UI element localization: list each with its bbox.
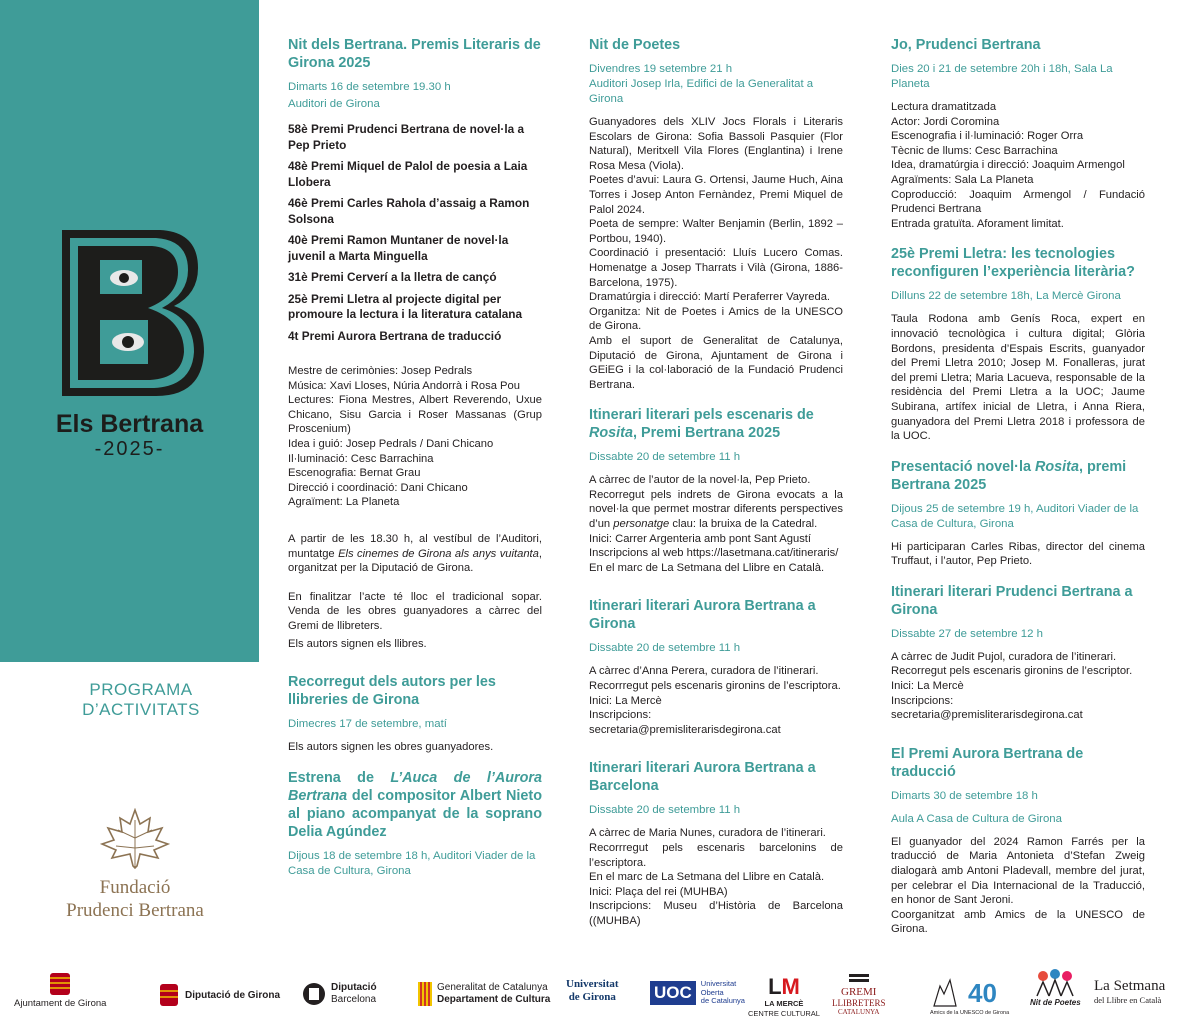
sponsor-logos [0,968,1200,1028]
event-text: Inici: La Mercè [589,694,662,707]
section-title: Nit de Poetes [589,37,681,53]
event-date: Dijous 25 de setembre 19 h, Auditori Viader de la Casa de Cultura, Girona [891,502,1139,530]
section-title: Itinerari literari Aurora Bertrana a Barcelona [589,760,816,795]
books-icon [847,972,871,986]
ajuntament-text-a: Ajuntament [14,998,63,1009]
event-text: Poeta de sempre: Walter Benjamin (Berlin, 1892 – Portbou, 1940). [589,218,843,245]
uoc-text-3: de Catalunya [700,996,745,1005]
generalitat-text-1: Generalitat de Catalunya [437,982,548,993]
column-1 [288,36,542,887]
setmana-text-1: La Setmana [1094,978,1166,994]
award-item: 48è Premi Miquel de Palol de poesia a Laia Llobera [288,159,528,189]
gremi-llibreters-logo [832,972,886,1016]
generalitat-text-2: Departament de Cultura [437,994,551,1005]
section-title: Nit dels Bertrana. Premis Literaris de Girona 2025 [288,37,541,71]
award-item: 25è Premi Lletra al projecte digital per promoure la lectura i la literatura catalana [288,291,523,321]
award-item: 58è Premi Prudenci Bertrana de novel·la a Pep Prieto [288,122,525,152]
event-date: Divendres 19 setembre 21 h [589,63,733,75]
email-link[interactable]: secretaria@premisliterarisdegirona.cat [589,723,781,736]
credit-line: Il·luminació: Cesc Barrachina [288,452,434,465]
section-title: Estrena de L’Auca de l’Aurora Bertrana del compositor Albert Nieto al piano acompanyat de la soprano Delia Agúndez [288,769,542,840]
credit-line: Idea i guió: Josep Pedrals / Dani Chicano [288,437,494,450]
event-text: Dramatúrgia i direcció: Martí Peraferrer Vayreda. [589,291,831,304]
udg-text-2: de Girona [568,991,616,1003]
section-title: Itinerari literari pels escenaris de Rosita, Premi Bertrana 2025 [589,407,814,442]
event-date: Dissabte 20 de setembre 11 h [589,451,741,464]
section-title: Itinerari literari Prudenci Bertrana a Girona [891,583,1133,618]
event-text: Recorrregut pels escenaris barcelonins de l’escriptora. [589,842,843,869]
crest-icon [47,970,73,996]
event-text: En el marc de La Setmana del Llibre en Català. [589,871,825,884]
udg-text-1: Universitat [566,978,619,990]
event-place: Aula A Casa de Cultura de Girona [891,812,1062,825]
event-date: Dimarts 30 de setembre 18 h [891,789,1038,802]
poets-figures-icon [1033,968,1077,998]
foundation-name-1: Fundació [99,877,171,898]
lamerce-text-1: LA MERCÈ [764,999,804,1008]
event-text: Actor: Jordi Coromina [891,115,1000,128]
event-text: Lectura dramatitzada [891,101,997,113]
nit-poetes-text: Nit de Poetes [1030,998,1081,1007]
section-title: El Premi Aurora Bertrana de traducció [891,745,1084,780]
svg-text:40: 40 [968,978,997,1008]
foundation-name-2: Prudenci Bertrana [66,900,204,921]
lamerce-logo [748,976,820,1018]
programa-heading [0,680,282,720]
event-text: Els autors signen les obres guanyadores. [288,741,494,754]
award-item: 4t Premi Aurora Bertrana de traducció [288,328,502,343]
lamerce-text-2: CENTRE CULTURAL [748,1009,820,1018]
email-link[interactable]: secretaria@premisliterarisdegirona.cat [891,709,1083,722]
lm-mark: LM [768,974,800,999]
event-date: Dimarts 16 de setembre 19.30 h [288,81,451,93]
amics-unesco-logo [930,972,1010,1016]
event-text: Escenografia i il·luminació: Roger Orra [891,130,1084,143]
uoc-text-2: Oberta [700,987,724,997]
column-2 [589,36,843,929]
diputacio-girona-logo [158,982,280,1008]
gremi-text-1: GREMI [841,986,877,998]
award-item: 40è Premi Ramon Muntaner de novel·la juvenil a Marta Minguella [288,233,509,263]
diputacio-girona-text: Diputació de Girona [185,989,281,1001]
bertrana-b-logo [48,220,208,402]
event-date: Dissabte 27 de setembre 12 h [891,627,1043,640]
event-text: Coordinació i presentació: Lluís Lucero Comas. Homenatge a Josep Tharrats i Vilà (Girona, 1886-Barcelona, 1975). [589,247,843,289]
event-text: Hi participaran Carles Ribas, director del cinema Truffaut, i l’autor, Pep Prieto. [891,540,1145,568]
credit-line: Direcció i coordinació: Dani Chicano [288,481,468,494]
setmana-llibre-logo [1094,978,1165,1005]
event-text: A càrrec de l’autor de la novel·la, Pep Prieto. [589,474,811,487]
event-place: Auditori de Girona [288,98,380,110]
programa-line2: D’ACTIVITATS [82,700,200,719]
event-text: Inici: Plaça del rei (MUHBA) [589,885,728,898]
generalitat-logo [418,982,550,1006]
ajuntament-girona-logo [14,970,106,1009]
event-text: Recorrregut pels escenaris gironins de l’escriptora. [589,680,841,693]
event-text: A càrrec de Judit Pujol, curadora de l’itinerari. [891,650,1117,663]
crest-icon [158,982,180,1008]
sopar-text: En finalitzar l’acte té lloc el tradicional sopar. Venda de les obres guanyadores a càrrec del Gremi de llibreters. [288,590,542,632]
dibaseal-icon [302,982,326,1006]
uoc-logo [650,980,745,1006]
gremi-text-2: LLIBRETERS [832,998,886,1008]
udg-logo [566,978,619,1003]
event-text: Tècnic de llums: Cesc Barrachina [891,144,1058,157]
foundation-logo [40,808,230,921]
event-text: Inscripcions al web https://lasetmana.cat/itineraris/ [589,547,839,560]
event-date: Dilluns 22 de setembre 18h, La Mercè Girona [891,290,1121,303]
series-title: Els Bertrana [55,410,204,438]
event-text: Amb el suport de Generalitat de Catalunya, Diputació de Girona, Ajuntament de Girona i GEiEG i la col·laboració de la Fundació Prudenci Bertrana. [589,334,843,391]
event-text: Entrada gratuïta. Aforament limitat. [891,217,1064,230]
programa-line1: PROGRAMA [89,680,193,699]
event-date: Dijous 18 de setembre 18 h, Auditori Viader de la Casa de Cultura, Girona [288,849,536,877]
event-text: Inscripcions: [891,694,954,707]
ajuntament-text-b: de Girona [64,998,107,1009]
event-text: Organitza: Nit de Poetes i Amics de la UNESCO de Girona. [589,305,843,333]
event-text: Agraïments: Sala La Planeta [891,173,1034,186]
diputacio-barcelona-logo [302,982,377,1006]
event-text: Recorregut pels indrets de Girona evocats a la novel·la que permet mostrar diferents perspectives d’un personatge clau: la bruixa de la Catedral. [589,488,843,531]
expo-text: A partir de les 18.30 h, al vestíbul de l’Auditori, muntatge Els cinemes de Girona als anys vuitanta, organitzat per la Diputació de Girona. [288,532,542,575]
series-year: -2025- [94,438,165,460]
event-place: Auditori Josep Irla, Edifici de la Generalitat a Girona [589,78,814,105]
setmana-text-2: del Llibre en Català [1094,995,1162,1005]
credit-line: Escenografia: Bernat Grau [288,467,421,480]
event-text: Recorregut pels escenaris gironins de l’escriptor. [891,665,1133,678]
event-date: Dimecres 17 de setembre, matí [288,718,447,731]
signen-text: Els autors signen els llibres. [288,637,427,650]
uoc-mark: UOC [650,981,696,1005]
event-text: A càrrec d’Anna Perera, curadora de l’itinerari. [589,665,819,678]
credit-line: Agraïment: La Planeta [288,496,400,509]
award-item: 46è Premi Carles Rahola d’assaig a Ramon Solsona [288,196,530,226]
event-text: Idea, dramatúrgia i direcció: Joaquim Armengol [891,159,1125,172]
event-text: Inscripcions: [589,709,652,722]
event-date: Dissabte 20 de setembre 11 h [589,804,741,817]
maple-leaf-icon [100,808,170,870]
event-text: Inscripcions: Museu d’Història de Barcelona ((MUHBA) [589,900,843,927]
uoc-text-1: Universitat [700,979,737,988]
event-text: El guanyador del 2024 Ramon Farrés per la traducció de Maria Antonieta d’Stefan Zweig dialogarà amb Antoni Pladevall, membre del jurat, per celebrar el Dia Internacional de la Traducció, en honor de Sant Jeroni. [891,835,1145,907]
section-title: Jo, Prudenci Bertrana [891,37,1041,53]
event-text: Taula Rodona amb Genís Roca, expert en innovació tecnològica i cultura digital; Glòria Bordons, presidenta d’Espais Escrits, guanyador del Premi Lletra 2010; Josep M. Fonalleras, jurat del premi Lletra; Maria Lacueva, responsable de la residència del Premi Lletra a la UOC; Jaume Subirana, artífex inicial de Lletra, i Anna Riera, guanyadora del Premi Lletra 2018 i professora de la UOC. [891,313,1145,443]
event-text: Guanyadores dels XLIV Jocs Florals i Literaris Escolars de Girona: Sofia Bassoli Pasquier (Flor Natural), Meritxell Vila Flores (Englantina) i Irene Rosa Mesa (Viola). [589,116,843,172]
event-text: Inici: La Mercè [891,680,964,693]
event-text: Poetes d’avui: Laura G. Ortensi, Jaume Huch, Aina Torres i Josep Anton Fernàndez, Premi Miquel de Palol 2024. [589,174,843,216]
section-title: Recorregut dels autors per les llibreries de Girona [288,674,496,709]
event-text: Coorganitzat amb Amics de la UNESCO de Girona. [891,908,1145,936]
diba-text-2: Barcelona [331,994,377,1005]
event-text: A càrrec de Maria Nunes, curadora de l’itinerari. [589,827,826,840]
section-title: Itinerari literari Aurora Bertrana a Girona [589,598,816,633]
section-title: Presentació novel·la Rosita, premi Bertrana 2025 [891,458,1127,493]
unesco-text: Amics de la UNESCO de Girona [930,1010,1010,1016]
teal-cover-panel [0,0,259,662]
section-title: 25è Premi Lletra: les tecnologies reconfiguren l’experiència literària? [891,246,1135,281]
credit-line: Mestre de cerimònies: Josep Pedrals [288,365,473,377]
event-date: Dissabte 20 de setembre 11 h [589,642,741,655]
credit-line: Lectures: Fiona Mestres, Albert Reverendo, Uxue Chicano, Sisu Garcia i Roser Massanas (Grup Proscenium) [288,394,542,436]
diba-text-1: Diputació [331,982,377,993]
award-item: 31è Premi Cerverí a la lletra de cançó [288,270,497,284]
event-date: Dies 20 i 21 de setembre 20h i 18h, Sala La Planeta [891,63,1113,90]
senyera-icon [418,982,432,1006]
event-text: Coproducció: Joaquim Armengol / Fundació Prudenci Bertrana [891,188,1145,216]
event-text: Inici: Carrer Argenteria amb pont Sant Agustí [589,532,812,545]
event-text: En el marc de La Setmana del Llibre en Català. [589,561,825,574]
unesco-40-anys-icon [930,972,1000,1012]
nit-poetes-logo [1030,968,1081,1007]
gremi-text-3: CATALUNYA [838,1008,880,1016]
column-3 [891,36,1145,937]
credit-line: Música: Xavi Lloses, Núria Andorrà i Rosa Pou [288,379,520,392]
